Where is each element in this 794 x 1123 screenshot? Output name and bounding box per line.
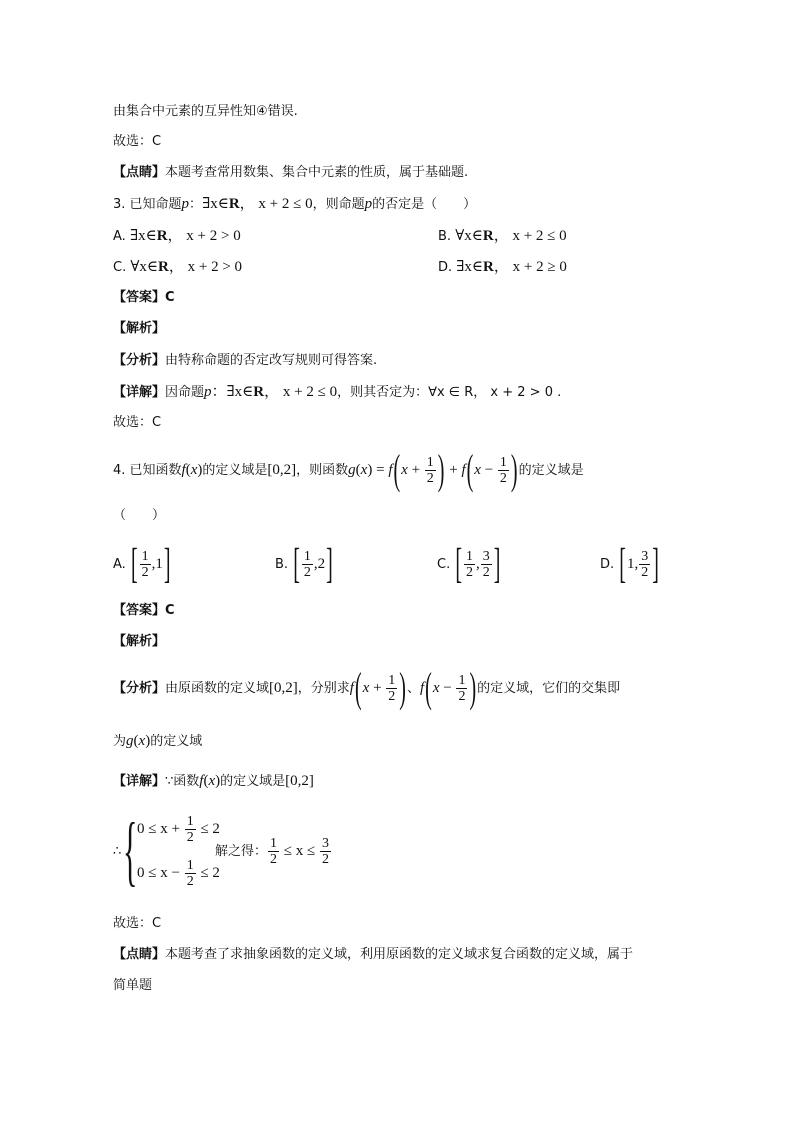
q3-answer: 【答案】C [113,290,175,305]
solution: 解之得： $\frac{1}{2}$ ≤ x ≤ $\frac{3}{2}$ [215,836,329,867]
q4-dianjing-cont: 简单题 [113,978,153,993]
q4-analysis: 【解析】 [113,634,166,649]
q4-option-b: B. [ $\frac{1}{2}$ ,2] [275,541,333,588]
q3-option-d: D. ∃x∈R， x + 2 ≥ 0 [438,259,567,275]
q3-choose: 故选：C [113,415,162,430]
q3-option-c: C. ∀x∈R， x + 2 > 0 [113,259,243,275]
q4-option-d: D. [1, $\frac{3}{2}$ ] [600,541,659,588]
question-4: 4. 已知函数f(x)的定义域是[0,2]，则函数g(x) = f(x + $\frac{1}{2}$ ) + f(x − $\frac{1}{2}$ )的定义域是 [113,447,584,494]
therefore-symbol: ∴ [113,844,122,859]
q4-paren: （ ） [113,508,166,523]
dianjing-line: 【点睛】本题考查常用数集、集合中元素的性质，属于基础题. [113,165,469,180]
choose-line: 故选：C [113,134,162,149]
q3-analysis: 【解析】 [113,321,166,336]
left-brace: { [123,808,138,895]
q4-option-a: A. [ $\frac{1}{2}$ ,1] [113,541,171,588]
q4-answer: 【答案】C [113,603,175,618]
q4-fenxi: 【分析】由原函数的定义域[0,2]，分别求f(x + $\frac{1}{2}$ )、f(x − $\frac{1}{2}$ )的定义域，它们的交集即 [113,665,621,712]
q4-xiangjie: 【详解】∵函数f(x)的定义域是[0,2] [113,773,314,789]
q4-choose: 故选：C [113,916,162,931]
q4-dianjing: 【点睛】本题考查了求抽象函数的定义域，利用原函数的定义域求复合函数的定义域，属于 [113,947,634,962]
system-row-2: 0 ≤ x − $\frac{1}{2}$ ≤ 2 [137,858,220,889]
q4-fenxi-cont: 为g(x)的定义域 [113,733,203,749]
inequality-system [113,808,413,895]
text-line: 由集合中元素的互异性知④错误. [113,104,298,119]
q3-xiangjie: 【详解】因命题p：∃x∈R， x + 2 ≤ 0，则其否定为：∀x ∈ R， x + 2 > 0 . [113,384,562,400]
q4-option-c: C. [ $\frac{1}{2}$ , $\frac{3}{2}$ ] [437,541,501,588]
q3-option-a: A. ∃x∈R， x + 2 > 0 [113,228,241,244]
question-3: 3. 已知命题p：∃x∈R， x + 2 ≤ 0，则命题p的否定是（ ） [113,196,477,212]
q3-fenxi: 【分析】由特称命题的否定改写规则可得答案. [113,353,378,368]
q3-option-b: B. ∀x∈R， x + 2 ≤ 0 [438,228,567,244]
system-row-1: 0 ≤ x + $\frac{1}{2}$ ≤ 2 [137,814,220,845]
